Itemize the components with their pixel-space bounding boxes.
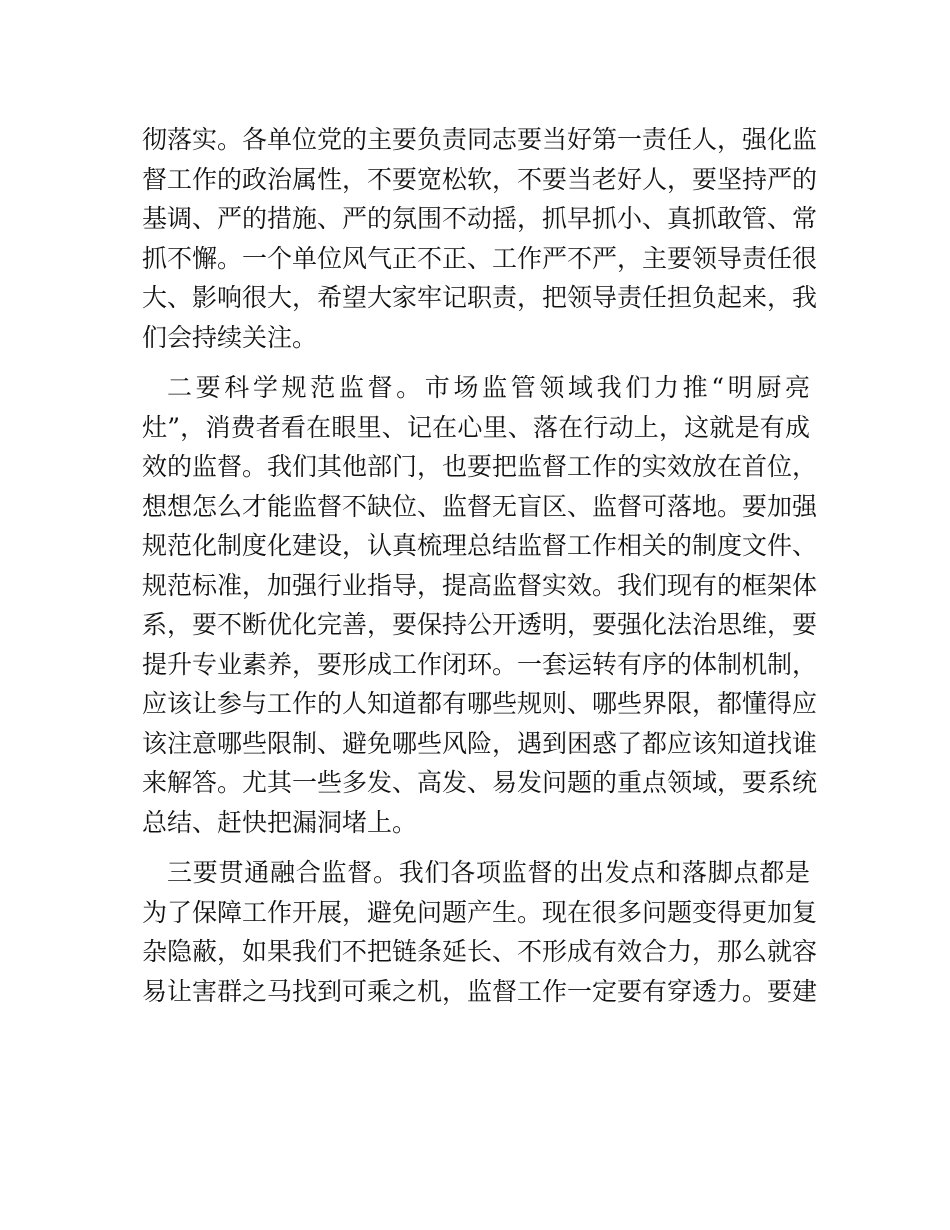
text-line: 基调、严的措施、严的氛围不动摇，抓早抓小、真抓敢管、常 xyxy=(142,204,818,233)
text-line: 督工作的政治属性，不要宽松软，不要当老好人，要坚持严的 xyxy=(142,164,818,194)
paragraph-2 xyxy=(142,368,818,842)
text-line: 大、影响很大，希望大家牢记职责，把领导责任担负起来，我 xyxy=(142,283,818,312)
text-line: 应该让参与工作的人知道都有哪些规则、哪些界限，都懂得应 xyxy=(142,689,818,718)
text-line: 杂隐蔽，如果我们不把链条延长、不形成有效合力，那么就容 xyxy=(142,937,818,966)
text-line: 规范标准，加强行业指导，提高监督实效。我们现有的框架体 xyxy=(142,570,818,600)
text-line: 该注意哪些限制、避免哪些风险，遇到困惑了都应该知道找谁 xyxy=(142,728,818,758)
text-line: 们会持续关注。 xyxy=(142,322,318,352)
paragraph-spacer xyxy=(142,357,810,368)
text-line: 想想怎么才能监督不缺位、监督无盲区、监督可落地。要加强 xyxy=(142,491,818,521)
text-line: 彻落实。各单位党的主要负责同志要当好第一责任人，强化监 xyxy=(142,125,818,154)
text-line: 系，要不断优化完善，要保持公开透明，要强化法治思维，要 xyxy=(142,610,818,639)
text-line: 抓不懈。一个单位风气正不正、工作严不严，主要领导责任很 xyxy=(142,243,818,273)
text-line: 灶”，消费者看在眼里、记在心里、落在行动上，这就是有成 xyxy=(142,412,810,442)
paragraph-spacer xyxy=(142,842,810,853)
text-line: 易让害群之马找到可乘之机，监督工作一定要有穿透力。要建 xyxy=(142,976,818,1006)
paragraph-3 xyxy=(142,853,818,1011)
text-line: 效的监督。我们其他部门，也要把监督工作的实效放在首位， xyxy=(142,452,818,481)
text-line: 来解答。尤其一些多发、高发、易发问题的重点领域，要系统 xyxy=(142,768,818,797)
paragraph-1 xyxy=(142,120,818,357)
document-body xyxy=(142,120,818,1011)
text-line: 为了保障工作开展，避免问题产生。现在很多问题变得更加复 xyxy=(142,897,818,927)
text-line: 二要科学规范监督。市场监管领域我们力推“明厨亮 xyxy=(167,373,810,402)
text-line: 规范化制度化建设，认真梳理总结监督工作相关的制度文件、 xyxy=(142,531,818,560)
text-line: 三要贯通融合监督。我们各项监督的出发点和落脚点都是 xyxy=(167,858,810,887)
text-line: 提升专业素养，要形成工作闭环。一套运转有序的体制机制， xyxy=(142,649,818,679)
text-line: 总结、赶快把漏洞堵上。 xyxy=(142,807,418,837)
